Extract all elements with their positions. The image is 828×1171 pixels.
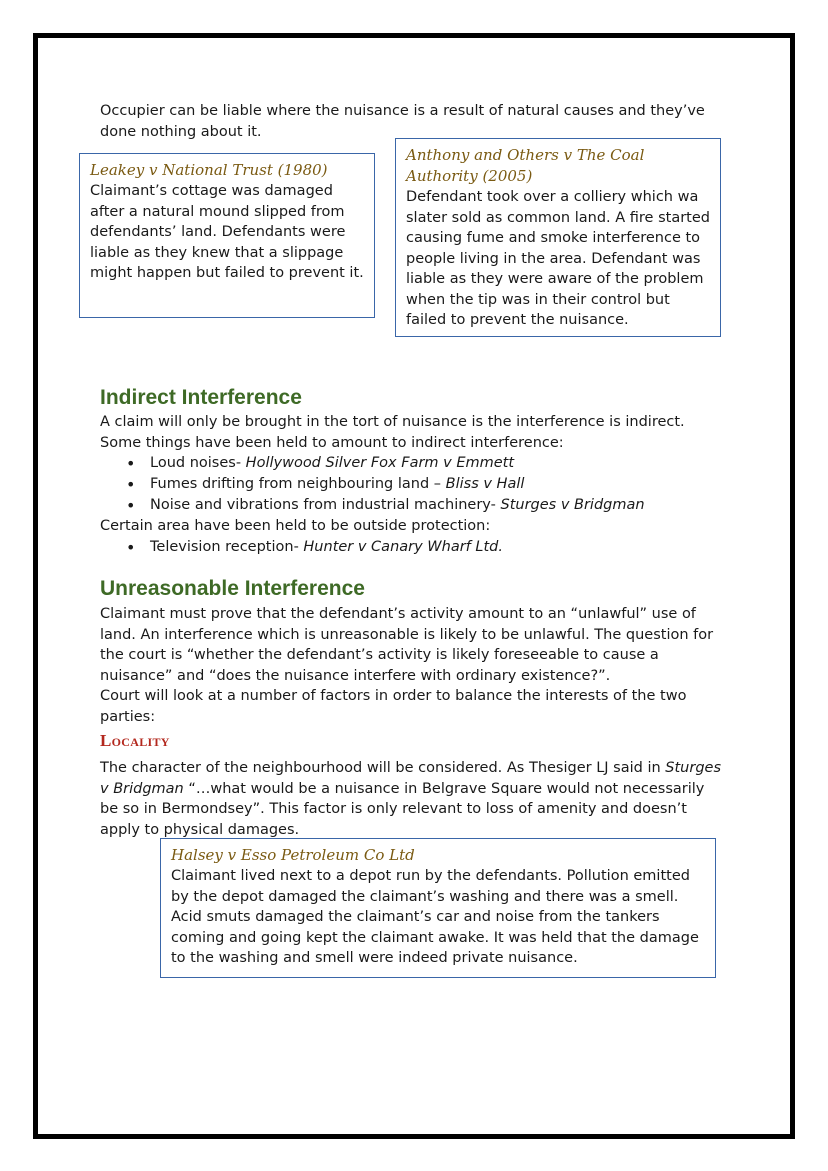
unreasonable-paragraph: Claimant must prove that the defendant’s activity amount to an “unlawful” use of land. An interference which is unreasonable is likely to be unlawful. The question for the court is “whether the defendant’s activity is likely foreseeable to cause a nuisance” and “does the nuisance interfere with ordinary existence?”. bbox=[100, 606, 714, 684]
case-box-leakey bbox=[79, 153, 375, 318]
intro-paragraph: Occupier can be liable where the nuisance is a result of natural causes and they’ve done nothing about it. bbox=[100, 103, 705, 140]
heading-unreasonable-interference: Unreasonable Interference bbox=[100, 577, 365, 600]
list-item: • Noise and vibrations from industrial machinery- Sturges v Bridgman bbox=[100, 495, 645, 516]
case-box-anthony bbox=[395, 138, 721, 337]
case-title: Leakey v National Trust (1980) bbox=[90, 161, 328, 179]
outside-list bbox=[100, 537, 503, 558]
case-body: Defendant took over a colliery which wa slater sold as common land. A fire started causing fume and smoke interference to people living in the area. Defendant was liable as they were aware of the problem when the tip was in their control but failed to prevent the nuisance. bbox=[406, 189, 710, 328]
heading-locality: Locality bbox=[100, 731, 170, 750]
list-item: • Loud noises- Hollywood Silver Fox Farm v Emmett bbox=[100, 453, 645, 474]
indirect-list bbox=[100, 453, 645, 516]
case-title: Halsey v Esso Petroleum Co Ltd bbox=[171, 846, 415, 864]
case-title: Anthony and Others v The Coal Authority (2005) bbox=[406, 146, 645, 185]
outside-protection-intro: Certain area have been held to be outside protection: bbox=[100, 518, 491, 534]
list-item: • Fumes drifting from neighbouring land – Bliss v Hall bbox=[100, 474, 645, 495]
case-body: Claimant lived next to a depot run by the defendants. Pollution emitted by the depot damaged the claimant’s washing and there was a smell. Acid smuts damaged the claimant’s car and noise from the tankers coming and going kept the claimant awake. It was held that the damage to the washing and smell were indeed private nuisance. bbox=[171, 868, 699, 966]
factors-intro: Court will look at a number of factors in order to balance the interests of the two parties: bbox=[100, 688, 687, 725]
locality-paragraph: The character of the neighbourhood will be considered. As Thesiger LJ said in Sturges v Bridgman “…what would be a nuisance in Belgrave Square would not necessarily be so in Bermondsey”. This factor is only relevant to loss of amenity and doesn’t apply to physical damages. bbox=[100, 760, 722, 838]
case-box-halsey bbox=[160, 838, 716, 978]
case-body: Claimant’s cottage was damaged after a natural mound slipped from defendants’ land. Defendants were liable as they knew that a slippage might happen but failed to prevent it. bbox=[90, 183, 364, 281]
list-item: • Television reception- Hunter v Canary Wharf Ltd. bbox=[100, 537, 503, 558]
indirect-paragraph: A claim will only be brought in the tort of nuisance is the interference is indirect. Some things have been held to amount to indirect interference: bbox=[100, 414, 685, 451]
heading-indirect-interference: Indirect Interference bbox=[100, 386, 302, 409]
